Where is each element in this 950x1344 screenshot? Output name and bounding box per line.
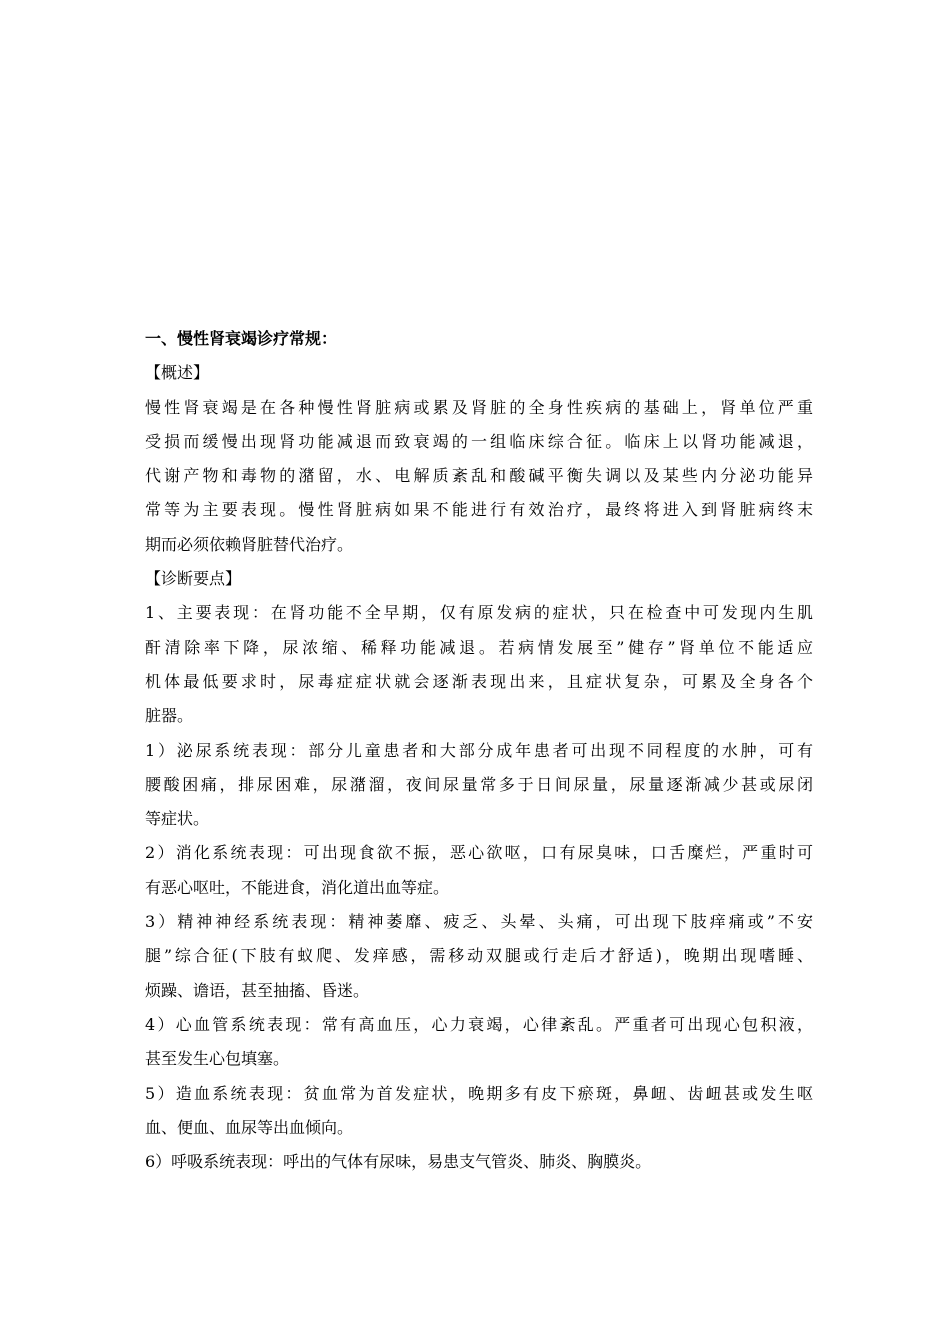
text-line: 慢性肾衰竭是在各种慢性肾脏病或累及肾脏的全身性疾病的基础上，肾单位严重 [145,397,813,417]
text-line: 受损而缓慢出现肾功能减退而致衰竭的一组临床综合征。临床上以肾功能减退， [145,431,813,451]
text-line: 腿”综合征(下肢有蚁爬、发痒感，需移动双腿或行走后才舒适)，晚期出现嗜睡、 [145,946,813,966]
text-line: 4）心血管系统表现：常有高血压，心力衰竭，心律紊乱。严重者可出现心包积液， [145,1014,813,1034]
text-line: 常等为主要表现。慢性肾脏病如果不能进行有效治疗，最终将进入到肾脏病终末 [145,500,813,520]
text-line: 期而必须依赖肾脏替代治疗。 [145,534,354,554]
text-line: 甚至发生心包填塞。 [145,1049,290,1069]
text-line: 腰酸困痛，排尿困难，尿潴溜，夜间尿量常多于日间尿量，尿量逐渐减少甚或尿闭 [145,774,813,794]
text-line: 有恶心呕吐，不能进食，消化道出血等症。 [145,877,450,897]
text-line: 机体最低要求时，尿毒症症状就会逐渐表现出来，且症状复杂，可累及全身各个 [145,671,813,691]
text-line: 血、便血、血尿等出血倾向。 [145,1117,354,1137]
text-line: 1）泌尿系统表现：部分儿童患者和大部分成年患者可出现不同程度的水肿，可有 [145,740,813,760]
text-line: 【诊断要点】 [145,569,242,589]
text-line: 3）精神神经系统表现：精神萎靡、疲乏、头晕、头痛，可出现下肢痒痛或”不安 [145,912,813,932]
text-line: 烦躁、谵语，甚至抽搐、昏迷。 [145,980,370,1000]
text-line: 代谢产物和毒物的潴留，水、电解质紊乱和酸碱平衡失调以及某些内分泌功能异 [145,466,813,486]
text-line: 脏器。 [145,706,194,726]
text-line: 等症状。 [145,809,210,829]
text-line: 5）造血系统表现：贫血常为首发症状，晚期多有皮下瘀斑，鼻衄、齿衄甚或发生呕 [145,1083,813,1103]
text-line: 【概述】 [145,363,210,383]
document-body [145,322,813,1179]
text-line: 酐清除率下降，尿浓缩、稀释功能减退。若病情发展至”健存”肾单位不能适应 [145,637,813,657]
text-line: 2）消化系统表现：可出现食欲不振，恶心欲呕，口有尿臭味，口舌糜烂，严重时可 [145,843,813,863]
section-heading: 一、慢性肾衰竭诊疗常规： [145,329,338,348]
text-line: 6）呼吸系统表现：呼出的气体有尿味，易患支气管炎、肺炎、胸膜炎。 [145,1152,652,1172]
text-line: 1、主要表现：在肾功能不全早期，仅有原发病的症状，只在检查中可发现内生肌 [145,603,813,623]
